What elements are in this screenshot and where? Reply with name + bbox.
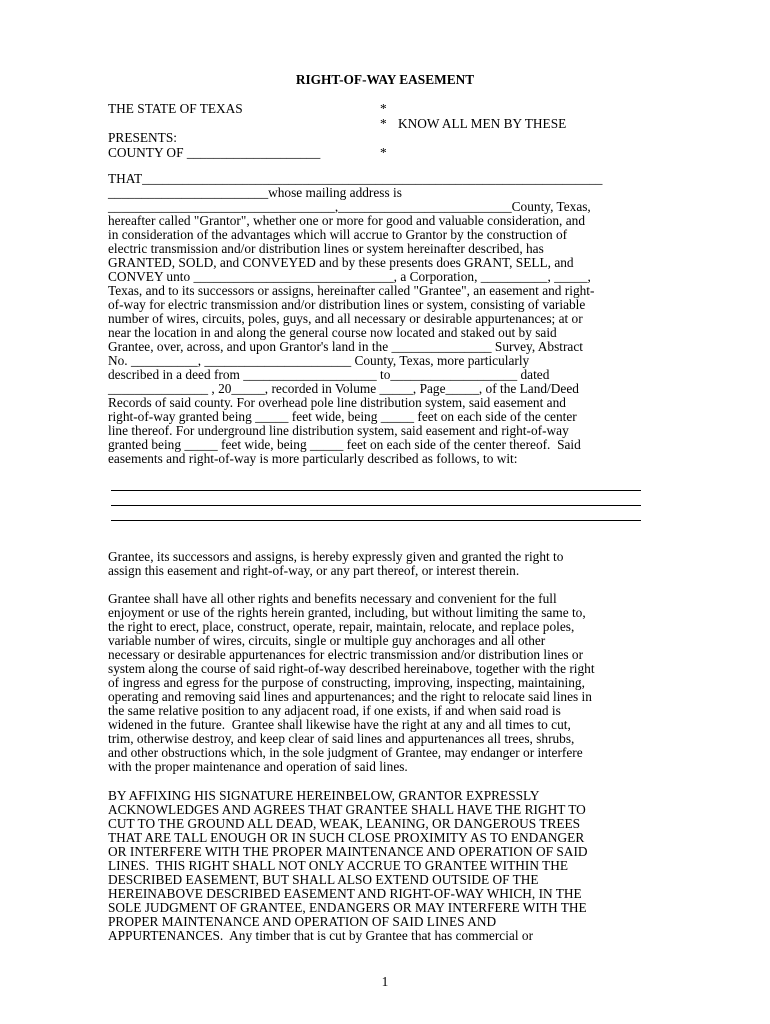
asterisk-2: * bbox=[380, 116, 387, 131]
rights-paragraph: Grantee shall have all other rights and benefits necessary and convenient for the full enjoyment or use of the rights herein granted, including, but without limiting the same to, the right to erect, place, construct, operate, repair, maintain, relocate, and replace poles, variable number of wires, circuits, single or multiple guy anchorages and all other necessary or desirable appurtenances for electric transmission and/or distribution lines or system along the course of said right-of-way described hereinabove, together with the right of ingress and egress for the purpose of constructing, improving, inspecting, maintaining, operating and removing said lines and appurtenances; and the right to relocate said lines in the same relative position to any adjacent road, if one exists, if and when said road is widened in the future. Grantee shall likewise have the right at any and all times to cut, trim, otherwise destroy, and keep clear of said lines and appurtenances all trees, shrubs, and other obstructions which, in the sole judgment of Grantee, may endanger or interfere with the proper maintenance and operation of said lines. bbox=[108, 591, 595, 774]
document-title: RIGHT-OF-WAY EASEMENT bbox=[295, 72, 475, 87]
asterisk-3: * bbox=[380, 145, 387, 160]
presents-line: PRESENTS: bbox=[108, 130, 177, 145]
page-number: 1 bbox=[381, 974, 389, 989]
know-all-men-line: KNOW ALL MEN BY THESE bbox=[398, 116, 567, 131]
description-line-3 bbox=[111, 520, 641, 521]
county-line: COUNTY OF ____________________ bbox=[108, 145, 321, 160]
grant-paragraph: THAT_____________________________________________________________________ ________________________whose mailing address is __________________________________,__________________________County, Texas, hereafter called "Grantor", whether one or more for good and valuable consideration, and in consideration of the advantages which will accrue to Grantor by the construction of electric transmission and/or distribution lines or system hereinafter described, has GRANTED, SOLD, and CONVEYED and by these presents does GRANT, SELL, and CONVEY unto ______________________________, a Corporation, __________, _____, Texas, and to its successors or assigns, hereinafter called "Grantee", an easement and right- of-way for electric transmission and/or distribution lines or system, consisting of variable number of wires, circuits, poles, guys, and all necessary or desirable appurtenances; at or near the location in and along the general course now located and staked out by said Grantee, over, across, and upon Grantor's land in the _______________ Survey, Abstract No. __________, ______________________ County, Texas, more particularly described in a deed from ____________________ to___________________ dated _______________ , 20_____, recorded in Volume _____, Page_____, of the Land/Deed Records of said county. For overhead pole line distribution system, said easement and right-of-way granted being _____ feet wide, being _____ feet on each side of the center line thereof. For underground line distribution system, said easement and right-of-way granted being _____ feet wide, being _____ feet on each side of the center thereof. Said easements and right-of-way is more particularly described as follows, to wit: bbox=[108, 171, 603, 466]
state-line: THE STATE OF TEXAS bbox=[108, 101, 243, 116]
asterisk-1: * bbox=[380, 101, 387, 116]
caps-acknowledgement-paragraph: BY AFFIXING HIS SIGNATURE HEREINBELOW, GRANTOR EXPRESSLY ACKNOWLEDGES AND AGREES THAT GRANTEE SHALL HAVE THE RIGHT TO CUT TO THE GROUND ALL DEAD, WEAK, LEANING, OR DANGEROUS TREES THAT ARE TALL ENOUGH OR IN SUCH CLOSE PROXIMITY AS TO ENDANGER OR INTERFERE WITH THE PROPER MAINTENANCE AND OPERATION OF SAID LINES. THIS RIGHT SHALL NOT ONLY ACCRUE TO GRANTEE WITHIN THE DESCRIBED EASEMENT, BUT SHALL ALSO EXTEND OUTSIDE OF THE HEREINABOVE DESCRIBED EASEMENT AND RIGHT-OF-WAY WHICH, IN THE SOLE JUDGMENT OF GRANTEE, ENDANGERS OR MAY INTERFERE WITH THE PROPER MAINTENANCE AND OPERATION OF SAID LINES AND APPURTENANCES. Any timber that is cut by Grantee that has commercial or bbox=[108, 788, 588, 943]
description-line-2 bbox=[111, 505, 641, 506]
assign-paragraph: Grantee, its successors and assigns, is hereby expressly given and granted the right to assign this easement and right-of-way, or any part thereof, or interest therein. bbox=[108, 549, 564, 578]
description-line-1 bbox=[111, 490, 641, 491]
